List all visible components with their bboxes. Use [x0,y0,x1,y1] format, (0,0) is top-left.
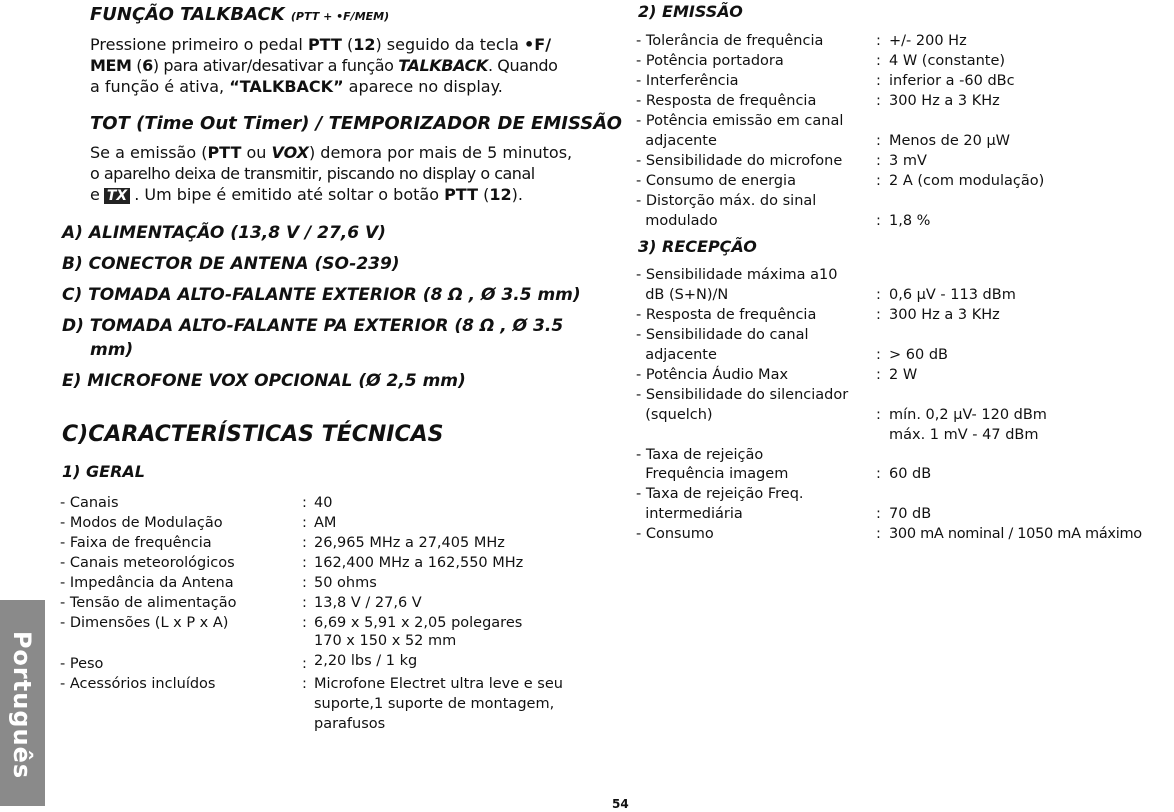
spec-label: adjacente [636,133,717,149]
spec-label: - Tensão de alimentação [60,595,237,611]
spec-value: 4 W (constante) [889,53,1006,69]
spec-label: - Potência portadora [636,53,784,69]
spec-label: - Impedância da Antena [60,575,234,591]
spec-label: - Sensibilidade máxima a10 [636,267,838,283]
spec-value: 13,8 V / 27,6 V [314,595,422,611]
spec-value: máx. 1 mV - 47 dBm [889,427,1039,443]
talkback-paragraph-line2: MEM (6) para ativar/desativar a função TALKBACK. Quando [90,56,558,75]
spec-value: 0,6 μV - 113 dBm [889,287,1016,303]
page-number: 54 [612,797,629,811]
tot-paragraph-line2: o aparelho deixa de transmitir, piscando no display o canal [90,164,535,183]
spec-value: 3 mV [889,153,927,169]
spec-label: - Consumo de energia [636,173,796,189]
spec-value: inferior a -60 dBc [889,73,1015,89]
spec-label: adjacente [636,347,717,363]
spec-label: (squelch) [636,407,713,423]
spec-label: - Peso [60,656,104,672]
spec-label: - Resposta de frequência [636,93,817,109]
spec-value: mín. 0,2 μV- 120 dBm [889,407,1047,423]
spec-label: modulado [636,213,718,229]
talkback-heading: FUNÇÃO TALKBACK (PTT + •F/MEM) [90,4,390,25]
item-d-pa-speaker-cont: mm) [90,340,134,360]
item-b-antenna: B) CONECTOR DE ANTENA (SO-239) [62,254,400,274]
reception-heading: 3) RECEPÇÃO [638,237,757,256]
spec-value: AM [314,515,337,531]
spec-label: - Modos de Modulação [60,515,223,531]
spec-value: 300 mA nominal / 1050 mA máximo [889,526,1142,542]
spec-value: parafusos [314,716,386,732]
language-tab-label: Português [8,630,36,780]
tot-heading: TOT (Time Out Timer) / TEMPORIZADOR DE EMISSÃO [90,113,622,134]
spec-value: 60 dB [889,466,932,482]
item-a-power: A) ALIMENTAÇÃO (13,8 V / 27,6 V) [62,223,386,243]
spec-label: - Dimensões (L x P x A) [60,615,229,631]
talkback-paragraph-line3: a função é ativa, “TALKBACK” aparece no display. [90,77,503,96]
spec-value: 162,400 MHz a 162,550 MHz [314,555,524,571]
tx-indicator: TX [104,188,130,204]
spec-label: - Potência emissão em canal [636,113,844,129]
tot-paragraph-line3: e TX . Um bipe é emitido até soltar o botão PTT (12). [90,185,523,204]
spec-label: - Consumo [636,526,714,542]
spec-label: - Faixa de frequência [60,535,212,551]
spec-value: 300 Hz a 3 KHz [889,307,1000,323]
spec-value: 170 x 150 x 52 mm [314,633,457,649]
spec-label: - Resposta de frequência [636,307,817,323]
spec-value: 50 ohms [314,575,377,591]
spec-value: Microfone Electret ultra leve e seu [314,676,563,692]
spec-label: - Canais [60,495,119,511]
spec-label: - Canais meteorológicos [60,555,235,571]
general-heading: 1) GERAL [62,462,145,481]
spec-label: dB (S+N)/N [636,287,729,303]
spec-value: 2,20 lbs / 1 kg [314,653,418,669]
spec-value: Menos de 20 μW [889,133,1011,149]
spec-label: - Tolerância de frequência [636,33,824,49]
spec-value: 2 A (com modulação) [889,173,1045,189]
spec-label: - Potência Áudio Max [636,367,789,383]
spec-label: - Taxa de rejeição [636,447,764,463]
spec-value: 40 [314,495,333,511]
spec-value: 70 dB [889,506,932,522]
emission-heading: 2) EMISSÃO [638,2,743,21]
spec-value: +/- 200 Hz [889,33,967,49]
spec-value: 1,8 % [889,213,931,229]
spec-value: 300 Hz a 3 KHz [889,93,1000,109]
spec-value: > 60 dB [889,347,948,363]
spec-label: Frequência imagem [636,466,789,482]
item-c-speaker: C) TOMADA ALTO-FALANTE EXTERIOR (8 Ω , Ø 3.5 mm) [62,285,581,305]
spec-label: - Sensibilidade do silenciador [636,387,849,403]
spec-value: 6,69 x 5,91 x 2,05 polegares [314,615,523,631]
spec-label: intermediária [636,506,743,522]
item-d-pa-speaker: D) TOMADA ALTO-FALANTE PA EXTERIOR (8 Ω , Ø 3.5 [62,316,564,336]
spec-value: 2 W [889,367,918,383]
spec-value: suporte,1 suporte de montagem, [314,696,555,712]
spec-label: - Distorção máx. do sinal [636,193,817,209]
spec-label: - Sensibilidade do canal [636,327,809,343]
spec-label: - Sensibilidade do microfone [636,153,843,169]
spec-label: - Acessórios incluídos [60,676,216,692]
spec-label: - Taxa de rejeição Freq. [636,486,804,502]
item-e-vox-mic: E) MICROFONE VOX OPCIONAL (Ø 2,5 mm) [62,371,466,391]
spec-label: - Interferência [636,73,739,89]
tot-paragraph-line1: Se a emissão (PTT ou VOX) demora por mais de 5 minutos, [90,143,573,162]
talkback-paragraph-line1: Pressione primeiro o pedal PTT (12) seguido da tecla •F/ [90,35,552,54]
spec-value: 26,965 MHz a 27,405 MHz [314,535,505,551]
tech-specs-title: C)CARACTERÍSTICAS TÉCNICAS [62,422,444,447]
